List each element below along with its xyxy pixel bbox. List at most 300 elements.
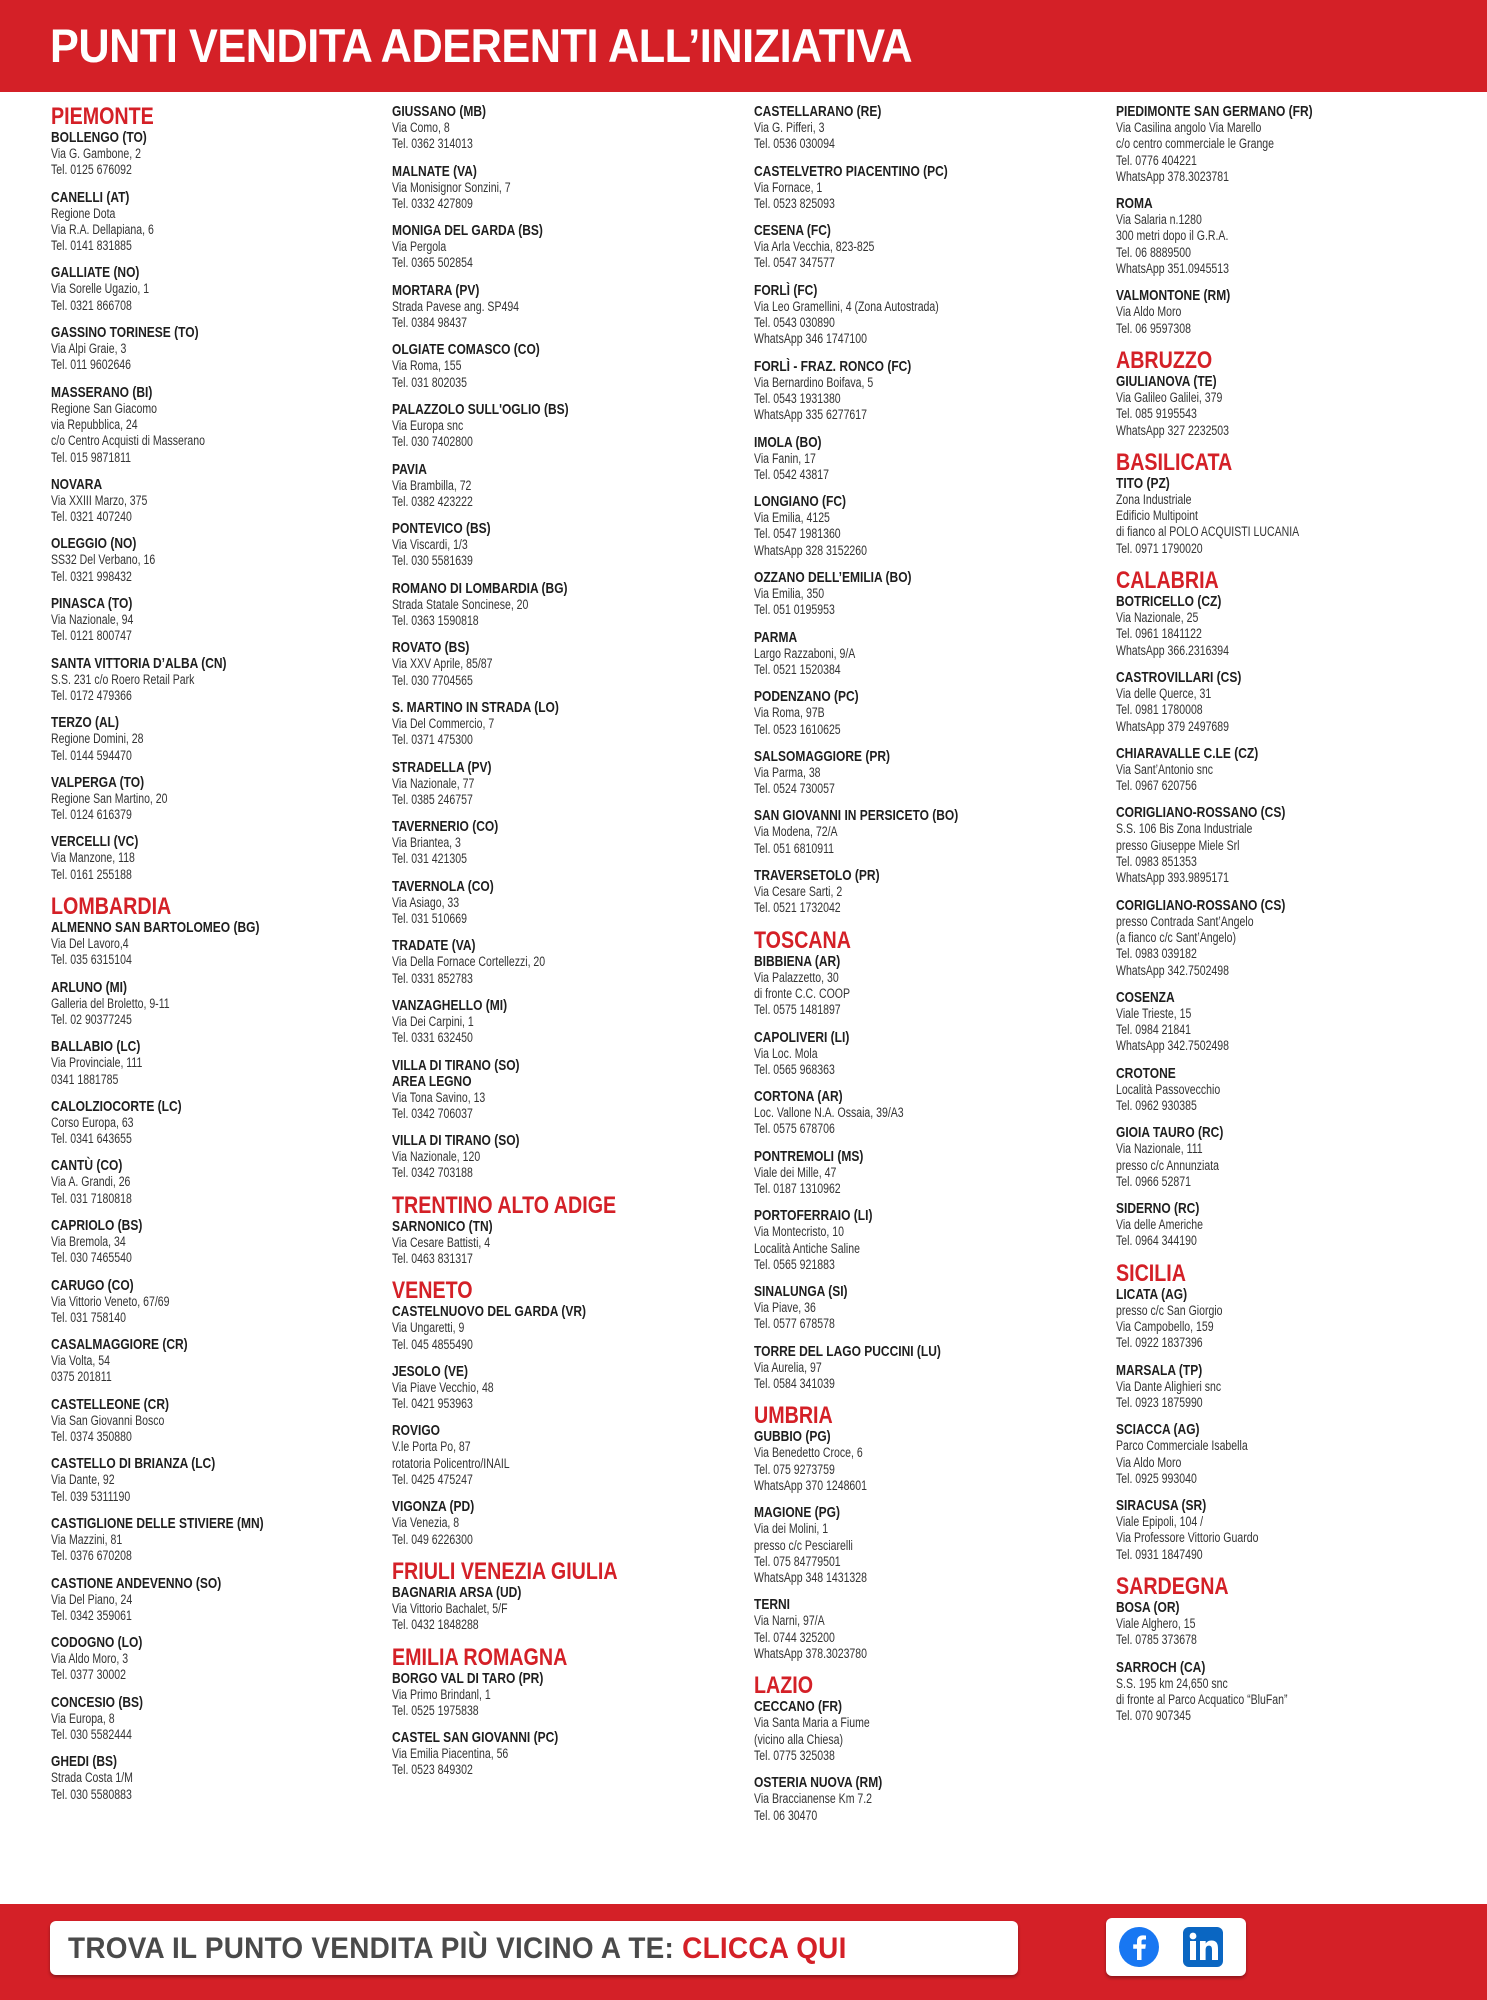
page-header bbox=[0, 0, 1487, 92]
store-detail: Loc. Vallone N.A. Ossaia, 39/A3 bbox=[754, 1105, 904, 1121]
facebook-icon[interactable] bbox=[1118, 1926, 1160, 1968]
store-detail: Tel. 031 758140 bbox=[51, 1309, 126, 1325]
store-detail: Tel. 0536 030094 bbox=[754, 136, 835, 152]
store-detail: S.S. 106 Bis Zona Industriale bbox=[1116, 821, 1253, 837]
store-detail: Tel. 0922 1837396 bbox=[1116, 1335, 1203, 1351]
store-detail: Tel. 039 5311190 bbox=[51, 1488, 131, 1504]
store-entry bbox=[392, 402, 732, 451]
store-detail: (a fianco c/c Sant’Angelo) bbox=[1116, 929, 1236, 945]
store-entry bbox=[754, 223, 1094, 272]
store-detail: Tel. 0967 620756 bbox=[1116, 778, 1197, 794]
store-detail: Tel. 0961 1841122 bbox=[1116, 626, 1202, 642]
store-detail: Tel. 0187 1310962 bbox=[754, 1180, 841, 1196]
store-entry bbox=[754, 1775, 1094, 1824]
store-entry bbox=[51, 1576, 391, 1625]
store-detail: c/o Centro Acquisti di Masserano bbox=[51, 433, 205, 449]
store-detail: WhatsApp 393.9895171 bbox=[1116, 870, 1230, 886]
store-entry bbox=[51, 1099, 391, 1148]
store-detail: Viale dei Mille, 47 bbox=[754, 1164, 837, 1180]
store-entry bbox=[1116, 1660, 1456, 1725]
store-column-4 bbox=[1116, 104, 1456, 1736]
store-detail: Tel. 0342 359061 bbox=[51, 1607, 132, 1623]
store-detail: Via Aldo Moro, 3 bbox=[51, 1651, 129, 1667]
store-entry bbox=[754, 1344, 1094, 1393]
store-detail: Via Montecristo, 10 bbox=[754, 1224, 844, 1240]
store-detail: Via Manzone, 118 bbox=[51, 850, 135, 866]
store-detail: Via Parma, 38 bbox=[754, 764, 821, 780]
store-detail: SS32 Del Verbano, 16 bbox=[51, 552, 156, 568]
store-entry bbox=[1116, 476, 1456, 557]
store-detail: di fronte C.C. COOP bbox=[754, 985, 850, 1001]
store-entry bbox=[754, 435, 1094, 484]
store-entry bbox=[51, 834, 391, 883]
store-entry bbox=[754, 1030, 1094, 1079]
store-detail: Tel. 0584 341039 bbox=[754, 1376, 835, 1392]
store-name: MASSERANO (BI) bbox=[51, 383, 153, 401]
linkedin-icon[interactable] bbox=[1182, 1926, 1224, 1968]
store-name: CORIGLIANO-ROSSANO (CS) bbox=[1116, 804, 1286, 822]
store-name: GIUSSANO (MB) bbox=[392, 103, 486, 120]
store-name: LONGIANO (FC) bbox=[754, 493, 846, 511]
store-detail: Tel. 0382 423222 bbox=[392, 493, 473, 509]
region-heading-calabria: CALABRIA bbox=[1116, 567, 1219, 595]
store-detail: Via Benedetto Croce, 6 bbox=[754, 1445, 863, 1461]
store-detail: Tel. 0923 1875990 bbox=[1116, 1394, 1203, 1410]
store-detail: Tel. 0362 314013 bbox=[392, 136, 473, 152]
store-detail: Tel. 0463 831317 bbox=[392, 1250, 473, 1266]
store-detail: Via Vittorio Bachalet, 5/F bbox=[392, 1600, 508, 1616]
store-entry bbox=[754, 954, 1094, 1019]
store-entry bbox=[1116, 104, 1456, 185]
store-entry bbox=[1116, 1600, 1456, 1649]
store-detail: Tel. 031 510669 bbox=[392, 911, 467, 927]
store-detail: Via Narni, 97/A bbox=[754, 1613, 825, 1629]
store-detail: Via Salaria n.1280 bbox=[1116, 212, 1202, 228]
store-name: TERNI bbox=[754, 1596, 790, 1614]
store-detail: Edificio Multipoint bbox=[1116, 508, 1198, 524]
store-detail: Tel. 030 7704565 bbox=[392, 672, 473, 688]
store-detail: Tel. 0523 1610625 bbox=[754, 721, 841, 737]
store-name: CORTONA (AR) bbox=[754, 1088, 843, 1106]
store-name: LICATA (AG) bbox=[1116, 1285, 1188, 1303]
store-detail: Tel. 0521 1732042 bbox=[754, 900, 841, 916]
store-name: PARMA bbox=[754, 628, 798, 646]
store-name: PODENZANO (PC) bbox=[754, 688, 859, 706]
store-detail: Tel. 075 84779501 bbox=[754, 1553, 841, 1569]
store-detail: Tel. 0983 039182 bbox=[1116, 946, 1197, 962]
store-name: SINALUNGA (SI) bbox=[754, 1283, 848, 1301]
store-entry bbox=[392, 879, 732, 928]
store-detail: Via San Giovanni Bosco bbox=[51, 1412, 165, 1428]
store-name: CASTELLO DI BRIANZA (LC) bbox=[51, 1455, 216, 1473]
store-detail: Località Passovecchio bbox=[1116, 1081, 1221, 1097]
store-name: MALNATE (VA) bbox=[392, 162, 477, 180]
store-entry bbox=[51, 190, 391, 255]
store-detail: Via Nazionale, 111 bbox=[1116, 1141, 1203, 1157]
store-detail: Via Asiago, 33 bbox=[392, 894, 460, 910]
store-entry bbox=[51, 536, 391, 585]
store-entry bbox=[754, 1429, 1094, 1494]
store-entry bbox=[51, 1456, 391, 1505]
store-name: ALMENNO SAN BARTOLOMEO (BG) bbox=[51, 919, 260, 937]
store-detail: Tel. 0565 921883 bbox=[754, 1256, 835, 1272]
store-detail: Tel. 030 7402800 bbox=[392, 434, 473, 450]
store-detail: Via Aldo Moro bbox=[1116, 1454, 1182, 1470]
store-detail: Tel. 0524 730057 bbox=[754, 781, 835, 797]
store-entry bbox=[1116, 805, 1456, 886]
store-name: ROMANO DI LOMBARDIA (BG) bbox=[392, 579, 568, 597]
store-name: SARNONICO (TN) bbox=[392, 1217, 493, 1235]
store-detail: Corso Europa, 63 bbox=[51, 1114, 134, 1130]
region-heading-sardegna: SARDEGNA bbox=[1116, 1573, 1229, 1601]
store-detail: Tel. 070 907345 bbox=[1116, 1708, 1191, 1724]
store-name: CAPOLIVERI (LI) bbox=[754, 1028, 850, 1046]
store-name: CASTIGLIONE DELLE STIVIERE (MN) bbox=[51, 1514, 264, 1532]
store-detail: WhatsApp 370 1248601 bbox=[754, 1477, 868, 1493]
store-detail: Tel. 0425 475247 bbox=[392, 1472, 473, 1488]
store-detail: Tel. 0521 1520384 bbox=[754, 661, 841, 677]
store-entry bbox=[392, 342, 732, 391]
store-entry bbox=[51, 715, 391, 764]
store-detail: S.S. 231 c/o Roero Retail Park bbox=[51, 671, 195, 687]
store-name: CASTIONE ANDEVENNO (SO) bbox=[51, 1574, 222, 1592]
store-detail: Località Antiche Saline bbox=[754, 1240, 860, 1256]
store-name: CASTELNUOVO DEL GARDA (VR) bbox=[392, 1303, 587, 1321]
store-detail: Via Europa, 8 bbox=[51, 1710, 115, 1726]
store-detail: Via Dei Carpini, 1 bbox=[392, 1013, 474, 1029]
store-detail: WhatsApp 346 1747100 bbox=[754, 331, 868, 347]
store-detail: Viale Epipoli, 104 / bbox=[1116, 1514, 1204, 1530]
store-detail: Tel. 0331 632450 bbox=[392, 1030, 473, 1046]
store-entry bbox=[392, 640, 732, 689]
store-detail: Tel. 035 6315104 bbox=[51, 952, 132, 968]
store-detail: rotatoria Policentro/INAIL bbox=[392, 1455, 510, 1471]
store-entry bbox=[51, 775, 391, 824]
region-heading-lombardia: LOMBARDIA bbox=[51, 893, 172, 921]
store-name: MARSALA (TP) bbox=[1116, 1361, 1203, 1379]
store-detail: Via Mazzini, 81 bbox=[51, 1531, 123, 1547]
store-detail: Via Del Piano, 24 bbox=[51, 1591, 133, 1607]
store-detail: Tel. 0161 255188 bbox=[51, 866, 132, 882]
store-entry bbox=[754, 1284, 1094, 1333]
store-detail: Tel. 0966 52871 bbox=[1116, 1173, 1191, 1189]
store-name: GALLIATE (NO) bbox=[51, 264, 140, 282]
store-detail: Via Sant’Antonio snc bbox=[1116, 761, 1213, 777]
store-entry bbox=[1116, 1498, 1456, 1563]
store-name: CASTEL SAN GIOVANNI (PC) bbox=[392, 1729, 559, 1747]
store-entry bbox=[392, 104, 732, 153]
store-entry bbox=[754, 749, 1094, 798]
store-entry bbox=[1116, 288, 1456, 337]
store-detail: c/o centro commerciale le Grange bbox=[1116, 136, 1275, 152]
store-detail: Via Santa Maria a Fiume bbox=[754, 1715, 870, 1731]
store-name: CASTROVILLARI (CS) bbox=[1116, 668, 1242, 686]
store-name: BIBBIENA (AR) bbox=[754, 952, 841, 970]
store-detail: Via Emilia, 4125 bbox=[754, 510, 830, 526]
store-name: TRAVERSETOLO (PR) bbox=[754, 867, 880, 885]
region-heading-lazio: LAZIO bbox=[754, 1672, 814, 1700]
store-name: PAVIA bbox=[392, 460, 427, 478]
store-detail: Galleria del Broletto, 9-11 bbox=[51, 995, 170, 1011]
store-name: ROMA bbox=[1116, 195, 1153, 213]
store-detail: Via XXIII Marzo, 375 bbox=[51, 492, 148, 508]
store-detail: Via Cesare Battisti, 4 bbox=[392, 1234, 491, 1250]
store-detail: presso c/c Annunziata bbox=[1116, 1157, 1220, 1173]
store-detail: presso c/c San Giorgio bbox=[1116, 1302, 1223, 1318]
store-name: FORLÌ (FC) bbox=[754, 281, 818, 299]
store-name: BALLABIO (LC) bbox=[51, 1038, 141, 1056]
store-name: IMOLA (BO) bbox=[754, 433, 822, 451]
store-name: TERZO (AL) bbox=[51, 714, 119, 732]
store-detail: Via Como, 8 bbox=[392, 120, 450, 135]
store-detail: Tel. 0523 849302 bbox=[392, 1762, 473, 1778]
store-name: ROVIGO bbox=[392, 1422, 441, 1440]
store-detail: Tel. 075 9273759 bbox=[754, 1461, 835, 1477]
store-detail: WhatsApp 351.0945513 bbox=[1116, 261, 1230, 277]
store-name: ROVATO (BS) bbox=[392, 639, 470, 657]
store-detail: WhatsApp 327 2232503 bbox=[1116, 422, 1230, 438]
store-detail: Tel. 0931 1847490 bbox=[1116, 1546, 1203, 1562]
store-detail: Via Tona Savino, 13 bbox=[392, 1089, 486, 1105]
store-detail: Via Emilia, 350 bbox=[754, 586, 825, 602]
store-name: OLEGGIO (NO) bbox=[51, 535, 137, 553]
store-detail: presso Giuseppe Miele Srl bbox=[1116, 837, 1240, 853]
store-detail: Tel. 0744 325200 bbox=[754, 1629, 835, 1645]
store-entry bbox=[754, 1505, 1094, 1586]
store-name: GASSINO TORINESE (TO) bbox=[51, 324, 199, 342]
store-name: MAGIONE (PG) bbox=[754, 1504, 840, 1522]
store-entry bbox=[392, 1499, 732, 1548]
store-column-2 bbox=[392, 104, 732, 1790]
store-detail: Tel. 030 5581639 bbox=[392, 553, 473, 569]
store-detail: WhatsApp 342.7502498 bbox=[1116, 1038, 1230, 1054]
store-detail: Via Emilia Piacentina, 56 bbox=[392, 1746, 509, 1762]
store-name: CARUGO (CO) bbox=[51, 1276, 134, 1294]
store-entry bbox=[1116, 196, 1456, 277]
store-detail: Via Nazionale, 120 bbox=[392, 1149, 481, 1165]
store-entry bbox=[1116, 1287, 1456, 1352]
store-detail: Tel. 031 421305 bbox=[392, 851, 467, 867]
store-detail: Tel. 0432 1848288 bbox=[392, 1617, 479, 1633]
store-detail: Tel. 0144 594470 bbox=[51, 747, 132, 763]
store-name: TORRE DEL LAGO PUCCINI (LU) bbox=[754, 1342, 941, 1360]
store-name: TAVERNOLA (CO) bbox=[392, 877, 494, 895]
store-detail: Via Provinciale, 111 bbox=[51, 1055, 143, 1071]
store-entry bbox=[392, 1058, 732, 1123]
store-detail: Via Bernardino Boifava, 5 bbox=[754, 374, 874, 390]
store-detail: Via Della Fornace Cortellezzi, 20 bbox=[392, 954, 546, 970]
store-detail: Tel. 0371 475300 bbox=[392, 732, 473, 748]
store-name: ARLUNO (MI) bbox=[51, 978, 127, 996]
store-detail: Tel. 0543 030890 bbox=[754, 315, 835, 331]
store-column-1 bbox=[51, 104, 391, 1814]
store-detail: WhatsApp 335 6277617 bbox=[754, 407, 868, 423]
store-detail: 300 metri dopo il G.R.A. bbox=[1116, 228, 1229, 244]
store-detail: Tel. 0321 866708 bbox=[51, 297, 132, 313]
store-detail: (vicino alla Chiesa) bbox=[754, 1731, 843, 1747]
store-name: OLGIATE COMASCO (CO) bbox=[392, 341, 540, 359]
store-entry bbox=[392, 1364, 732, 1413]
store-detail: Via Dante Alighieri snc bbox=[1116, 1378, 1222, 1394]
store-detail: Via Palazzetto, 30 bbox=[754, 969, 839, 985]
store-detail: Via Aurelia, 97 bbox=[754, 1359, 822, 1375]
store-entry bbox=[51, 656, 391, 705]
store-detail: Via Monisignor Sonzini, 7 bbox=[392, 179, 511, 195]
store-entry bbox=[392, 1219, 732, 1268]
store-name: SALSOMAGGIORE (PR) bbox=[754, 747, 891, 765]
store-entry bbox=[51, 1278, 391, 1327]
store-detail: di fianco al POLO ACQUISTI LUCANIA bbox=[1116, 524, 1300, 540]
store-name: SARROCH (CA) bbox=[1116, 1658, 1206, 1676]
store-entry bbox=[392, 283, 732, 332]
store-detail: S.S. 195 km 24,650 snc bbox=[1116, 1675, 1228, 1691]
store-entry bbox=[754, 494, 1094, 559]
store-entry bbox=[51, 980, 391, 1029]
store-detail: Tel. 0332 427809 bbox=[392, 195, 473, 211]
store-entry bbox=[51, 265, 391, 314]
store-detail: Via Vittorio Veneto, 67/69 bbox=[51, 1293, 170, 1309]
store-detail: Tel. 0421 953963 bbox=[392, 1396, 473, 1412]
store-detail: presso Contrada Sant’Angelo bbox=[1116, 913, 1254, 929]
store-detail: Tel. 06 8889500 bbox=[1116, 244, 1191, 260]
store-detail: Via Arla Vecchia, 823-825 bbox=[754, 239, 875, 255]
store-detail: Via Ungaretti, 9 bbox=[392, 1320, 465, 1336]
store-detail: Via A. Grandi, 26 bbox=[51, 1174, 131, 1190]
store-name: CECCANO (FR) bbox=[754, 1698, 842, 1716]
store-detail: Via Del Lavoro,4 bbox=[51, 936, 129, 952]
store-detail: Viale Trieste, 15 bbox=[1116, 1005, 1192, 1021]
store-detail: Tel. 0376 670208 bbox=[51, 1548, 132, 1564]
store-detail: Via Dante, 92 bbox=[51, 1472, 115, 1488]
store-detail: Tel. 0962 930385 bbox=[1116, 1097, 1197, 1113]
store-detail: Via Viscardi, 1/3 bbox=[392, 537, 468, 553]
store-entry bbox=[51, 1754, 391, 1803]
store-name: MONIGA DEL GARDA (BS) bbox=[392, 222, 543, 240]
store-entry bbox=[392, 164, 732, 213]
store-entry bbox=[51, 1695, 391, 1744]
region-heading-veneto: VENETO bbox=[392, 1277, 473, 1305]
store-detail: Via Professore Vittorio Guardo bbox=[1116, 1530, 1259, 1546]
store-detail: Strada Statale Soncinese, 20 bbox=[392, 596, 529, 612]
store-entry bbox=[1116, 898, 1456, 979]
store-detail: WhatsApp 342.7502498 bbox=[1116, 962, 1230, 978]
store-detail: Via Brambilla, 72 bbox=[392, 477, 472, 493]
store-entry bbox=[1116, 374, 1456, 439]
store-entry bbox=[392, 760, 732, 809]
store-entry bbox=[392, 998, 732, 1047]
store-detail: Tel. 0577 678578 bbox=[754, 1316, 835, 1332]
region-heading-toscana: TOSCANA bbox=[754, 926, 851, 954]
store-detail: Tel. 030 5580883 bbox=[51, 1786, 132, 1802]
store-entry bbox=[51, 596, 391, 645]
store-entry bbox=[392, 521, 732, 570]
store-detail: Via Campobello, 159 bbox=[1116, 1319, 1214, 1335]
store-entry bbox=[1116, 594, 1456, 659]
store-detail: Tel. 0523 825093 bbox=[754, 195, 835, 211]
store-detail: Tel. 0141 831885 bbox=[51, 238, 132, 254]
store-entry bbox=[1116, 1066, 1456, 1115]
store-name: GUBBIO (PG) bbox=[754, 1428, 831, 1446]
store-name: CHIARAVALLE C.LE (CZ) bbox=[1116, 744, 1259, 762]
region-heading-umbria: UMBRIA bbox=[754, 1402, 833, 1430]
store-detail: WhatsApp 379 2497689 bbox=[1116, 718, 1230, 734]
store-name: VILLA DI TIRANO (SO) bbox=[392, 1132, 520, 1150]
social-links bbox=[1106, 1918, 1246, 1976]
store-name: BOLLENGO (TO) bbox=[51, 129, 147, 146]
find-store-banner[interactable] bbox=[50, 1921, 1018, 1975]
store-entry bbox=[1116, 990, 1456, 1055]
store-name: VIGONZA (PD) bbox=[392, 1498, 475, 1516]
store-name: TRADATE (VA) bbox=[392, 937, 476, 955]
store-detail: Via Roma, 155 bbox=[392, 358, 462, 374]
store-detail: Tel. 0121 800747 bbox=[51, 628, 132, 644]
store-entry bbox=[754, 570, 1094, 619]
store-detail: Via Fornace, 1 bbox=[754, 179, 823, 195]
store-detail: Tel. 045 4855490 bbox=[392, 1336, 473, 1352]
store-name: CASTELVETRO PIACENTINO (PC) bbox=[754, 162, 948, 180]
store-detail: Tel. 0543 1931380 bbox=[754, 390, 841, 406]
click-here-link[interactable]: CLICCA QUI bbox=[682, 1932, 847, 1965]
store-entry bbox=[51, 477, 391, 526]
store-detail: Via Casilina angolo Via Marello bbox=[1116, 120, 1262, 135]
store-detail: Tel. 049 6226300 bbox=[392, 1531, 473, 1547]
store-detail: Via Briantea, 3 bbox=[392, 835, 461, 851]
store-name: VALMONTONE (RM) bbox=[1116, 287, 1231, 305]
store-detail: Via Nazionale, 94 bbox=[51, 612, 134, 628]
store-detail: Tel. 030 7465540 bbox=[51, 1250, 132, 1266]
store-entry bbox=[754, 868, 1094, 917]
store-name: SAN GIOVANNI IN PERSICETO (BO) bbox=[754, 807, 959, 825]
store-detail: WhatsApp 348 1431328 bbox=[754, 1570, 868, 1586]
store-entry bbox=[392, 700, 732, 749]
region-heading-basilicata: BASILICATA bbox=[1116, 448, 1233, 476]
store-detail: Via Pergola bbox=[392, 239, 447, 255]
store-detail: Tel. 0981 1780008 bbox=[1116, 702, 1203, 718]
store-name: PIEDIMONTE SAN GERMANO (FR) bbox=[1116, 103, 1313, 120]
store-detail: Tel. 011 9602646 bbox=[51, 357, 132, 373]
find-store-text bbox=[68, 1932, 847, 1966]
store-detail: Tel. 0547 347577 bbox=[754, 255, 835, 271]
store-detail: Via Braccianense Km 7.2 bbox=[754, 1791, 873, 1807]
region-heading-emilia-romagna: EMILIA ROMAGNA bbox=[392, 1643, 568, 1671]
store-entry bbox=[1116, 670, 1456, 735]
page-title: PUNTI VENDITA ADERENTI ALL’INIZIATIVA bbox=[50, 19, 913, 72]
store-entry bbox=[392, 1730, 732, 1779]
store-detail: Tel. 06 30470 bbox=[754, 1807, 818, 1823]
store-name: SIRACUSA (SR) bbox=[1116, 1497, 1207, 1515]
store-name: BOTRICELLO (CZ) bbox=[1116, 593, 1222, 611]
region-heading-friuli-venezia-giulia: FRIULI VENEZIA GIULIA bbox=[392, 1557, 618, 1585]
store-detail: Tel. 0342 706037 bbox=[392, 1105, 473, 1121]
store-detail: Via Del Commercio, 7 bbox=[392, 715, 495, 731]
store-detail: 0341 1881785 bbox=[51, 1071, 119, 1087]
store-detail: Viale Alghero, 15 bbox=[1116, 1616, 1196, 1632]
store-detail: Tel. 0964 344190 bbox=[1116, 1233, 1197, 1249]
store-entry bbox=[754, 689, 1094, 738]
store-entry bbox=[51, 1635, 391, 1684]
store-detail: Via Venezia, 8 bbox=[392, 1515, 460, 1531]
store-detail: Via Volta, 54 bbox=[51, 1353, 110, 1369]
store-detail: Tel. 0377 30002 bbox=[51, 1667, 126, 1683]
store-detail: Tel. 051 6810911 bbox=[754, 840, 835, 856]
store-entry bbox=[392, 1304, 732, 1353]
store-name: OZZANO DELL’EMILIA (BO) bbox=[754, 569, 912, 587]
store-entry bbox=[51, 1397, 391, 1446]
store-entry bbox=[392, 462, 732, 511]
store-detail: Regione San Martino, 20 bbox=[51, 790, 168, 806]
store-detail: Tel. 06 9597308 bbox=[1116, 320, 1191, 336]
store-detail: Via Piave Vecchio, 48 bbox=[392, 1379, 494, 1395]
